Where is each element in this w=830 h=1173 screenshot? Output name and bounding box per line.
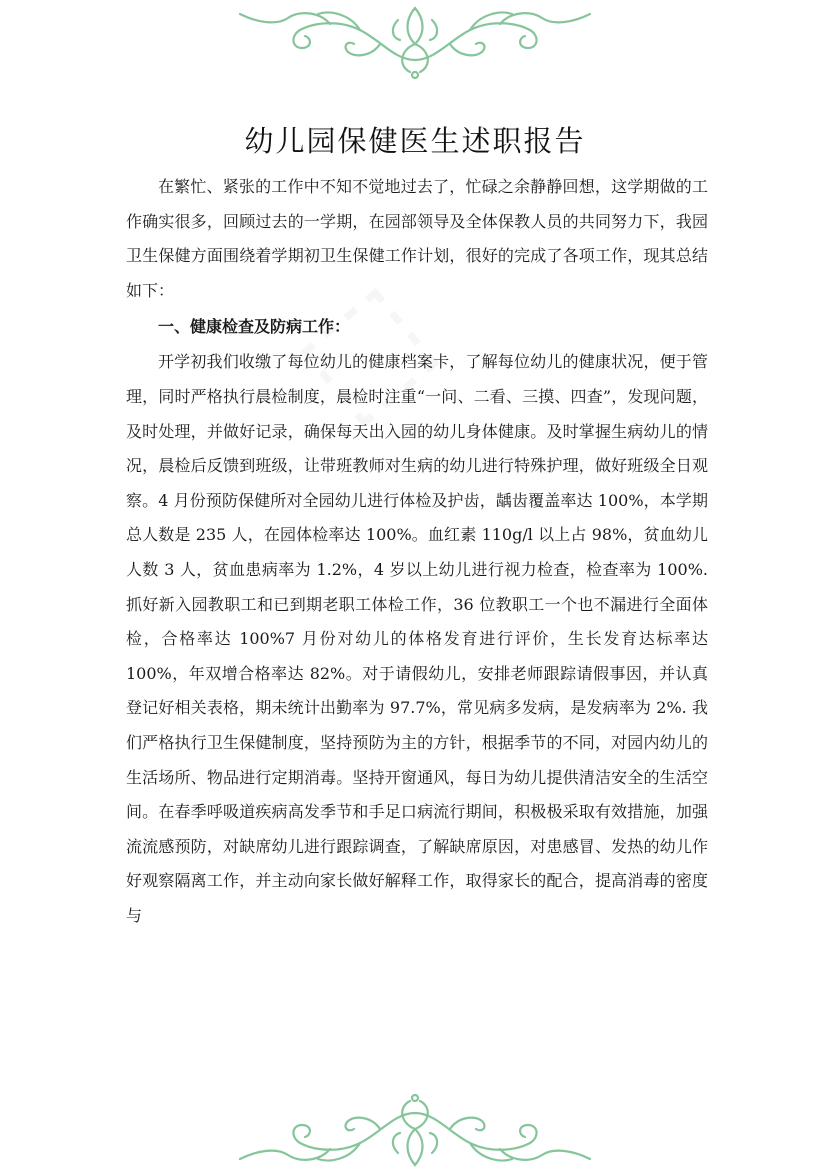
bottom-floral-ornament	[0, 1093, 830, 1173]
top-floral-ornament	[0, 0, 830, 82]
intro-paragraph: 在繁忙、紧张的工作中不知不觉地过去了，忙碌之余静静回想，这学期做的工作确实很多，回顾过去的一学期，在园部领导及全体保教人员的共同努力下，我园卫生保健方面围绕着学期初卫生保健工作计划，很好的完成了各项工作，现其总结如下：	[126, 177, 708, 300]
document-title: 幼儿园保健医生述职报告	[244, 124, 586, 159]
section-paragraph: 开学初我们收缴了每位幼儿的健康档案卡，了解每位幼儿的健康状况，便于管理，同时严格执行晨检制度，晨检时注重“一问、二看、三摸、四查”，发现问题，及时处理，并做好记录，确保每天出入园的幼儿身体健康。及时掌握生病幼儿的情况，晨检后反馈到班级，让带班教师对生病的幼儿进行特殊护理，做好班级全日观察。4 月份预防保健所对全园幼儿进行体检及护齿，龋齿覆盖率达 100%，本学期总人数是 235 人，在园体检率达 100%。血红素 110g/l 以上占 98%，贫血幼儿人数 3 人，贫血患病率为 1.2%，4 岁以上幼儿进行视力检查，检查率为 100%. 抓好新入园教职工和已到期老职工体检工作，36 位教职工一个也不漏进行全面体检，合格率达 100%7 月份对幼儿的体格发育进行评价，生长发育达标率达 100%，年双增合格率达 82%。对于请假幼儿，安排老师跟踪请假事因，并认真登记好相关表格，期未统计出勤率为 97.7%，常见病多发病，是发病率为 2%. 我们严格执行卫生保健制度，坚持预防为主的方针，根据季节的不同，对园内幼儿的生活场所、物品进行定期消毒。坚持开窗通风，每日为幼儿提供清洁安全的生活空间。在春季呼吸道疾病高发季节和手足口病流行期间，积极极采取有效措施，加强流流感预防，对缺席幼儿进行跟踪调查，了解缺席原因，对患感冒、发热的幼儿作好观察隔离工作，并主动向家长做好解释工作，取得家长的配合，提高消毒的密度与	[126, 352, 708, 925]
section-heading: 一、健康检查及防病工作：	[158, 317, 351, 337]
document-body	[126, 170, 708, 933]
